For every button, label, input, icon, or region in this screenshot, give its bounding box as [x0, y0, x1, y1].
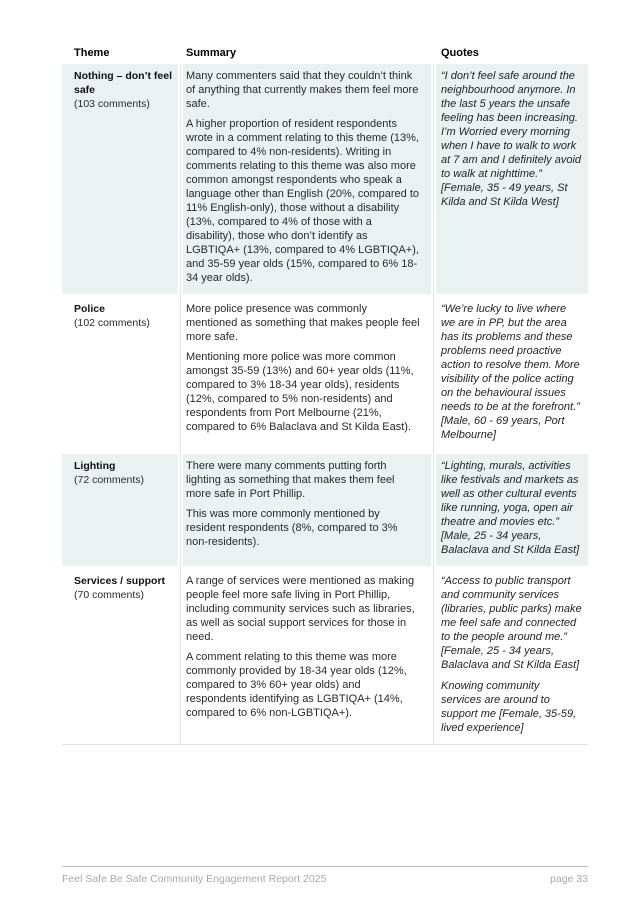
column-header-quotes: Quotes: [441, 47, 479, 59]
theme-title: Lighting: [74, 460, 116, 472]
quote-paragraph: “I don’t feel safe around the neighbourhood anymore. In the last 5 years the unsafe feeling has been increasing. I’m Worried every morning when I have to walk to work at 7 am and I definitely avoid to walk at nighttime.” [Female, 35 - 49 years, St Kilda and St Kilda West]: [441, 70, 582, 208]
summary-cell: [183, 569, 431, 744]
quote-paragraph: “Lighting, murals, activities like festivals and markets as well as other cultural events like running, yoga, open air theatre and movies etc.” [Male, 25 - 34 years, Balaclava and St Kilda East]: [441, 460, 580, 556]
page-footer: [62, 866, 588, 886]
table-row: [62, 569, 588, 744]
theme-title: Services / support: [74, 575, 166, 587]
theme-title: Nothing – don’t feel safe: [74, 70, 172, 96]
theme-cell: [62, 454, 178, 566]
theme-comment-count: (103 comments): [74, 98, 150, 110]
theme-cell: [62, 64, 178, 294]
summary-paragraph: There were many comments putting forth lighting as something that makes them feel more safe in Port Phillip.: [186, 460, 395, 500]
summary-paragraph: More police presence was commonly mentioned as something that makes people feel more safe.: [186, 303, 420, 343]
theme-comment-count: (102 comments): [74, 317, 150, 329]
summary-paragraph: A range of services were mentioned as making people feel more safe living in Port Phillip, including community services such as libraries, as well as social support services for those in need.: [186, 575, 415, 643]
quotes-cell: [436, 64, 588, 294]
summary-paragraph: A comment relating to this theme was more commonly provided by 18-34 year olds (12%, compared to 3% 60+ year olds) and respondents identifying as LGBTIQA+ (14%, compared to 6% non-LGBTIQA+).: [186, 651, 407, 719]
table-row: [62, 297, 588, 451]
summary-cell: [183, 454, 431, 566]
table-header-row: [62, 47, 588, 60]
summary-cell: [183, 64, 431, 294]
column-header-theme: Theme: [74, 47, 110, 59]
quotes-cell: [436, 297, 588, 451]
themes-table: [62, 64, 588, 745]
table-row: [62, 64, 588, 294]
quotes-cell: [436, 454, 588, 566]
summary-paragraph: Many commenters said that they couldn’t think of anything that currently makes them feel more safe.: [186, 70, 419, 110]
theme-comment-count: (70 comments): [74, 589, 145, 601]
footer-report-title: Feel Safe Be Safe Community Engagement Report 2025: [62, 873, 327, 885]
summary-paragraph: This was more commonly mentioned by resident respondents (8%, compared to 3% non-residents).: [186, 508, 398, 548]
summary-paragraph: Mentioning more police was more common amongst 35-59 (13%) and 60+ year olds (11%, compared to 3% 18-34 year olds), residents (12%, compared to 5% non-residents) and respondents from Port Melbourne (21%, compared to 6% Balaclava and St Kilda East).: [186, 351, 414, 433]
quote-paragraph: “We’re lucky to live where we are in PP, but the area has its problems and these problems need proactive action to resolve them. More visibility of the police acting on the behavioural issues needs to be at the forefront.” [Male, 60 - 69 years, Port Melbourne]: [441, 303, 580, 441]
column-header-summary: Summary: [186, 47, 237, 59]
theme-cell: [62, 569, 178, 744]
report-page-content: [62, 47, 588, 745]
theme-title: Police: [74, 303, 105, 315]
footer-divider: [62, 866, 588, 867]
theme-comment-count: (72 comments): [74, 474, 145, 486]
quote-paragraph: “Access to public transport and community services (libraries, public parks) make me feel safe and connected to the people around me.” [Female, 25 - 34 years, Balaclava and St Kilda East]: [441, 575, 582, 671]
quote-paragraph: Knowing community services are around to support me [Female, 35-59, lived experience]: [441, 680, 577, 734]
table-row: [62, 454, 588, 566]
theme-cell: [62, 297, 178, 451]
summary-cell: [183, 297, 431, 451]
quotes-cell: [436, 569, 588, 744]
summary-paragraph: A higher proportion of resident respondents wrote in a comment relating to this theme (13%, compared to 4% non-residents). Writing in comments relating to this theme was also more common amongst respondents who speak a language other than English (20%, compared to 11% English-only), those without a disability (13%, compared to 4% of those with a disability), those who don’t identify as LGBTIQA+ (13%, compared to 4% LGBTIQA+), and 35-59 year olds (15%, compared to 6% 18-34 year olds).: [186, 118, 419, 284]
footer-page-number: page 33: [550, 873, 588, 885]
